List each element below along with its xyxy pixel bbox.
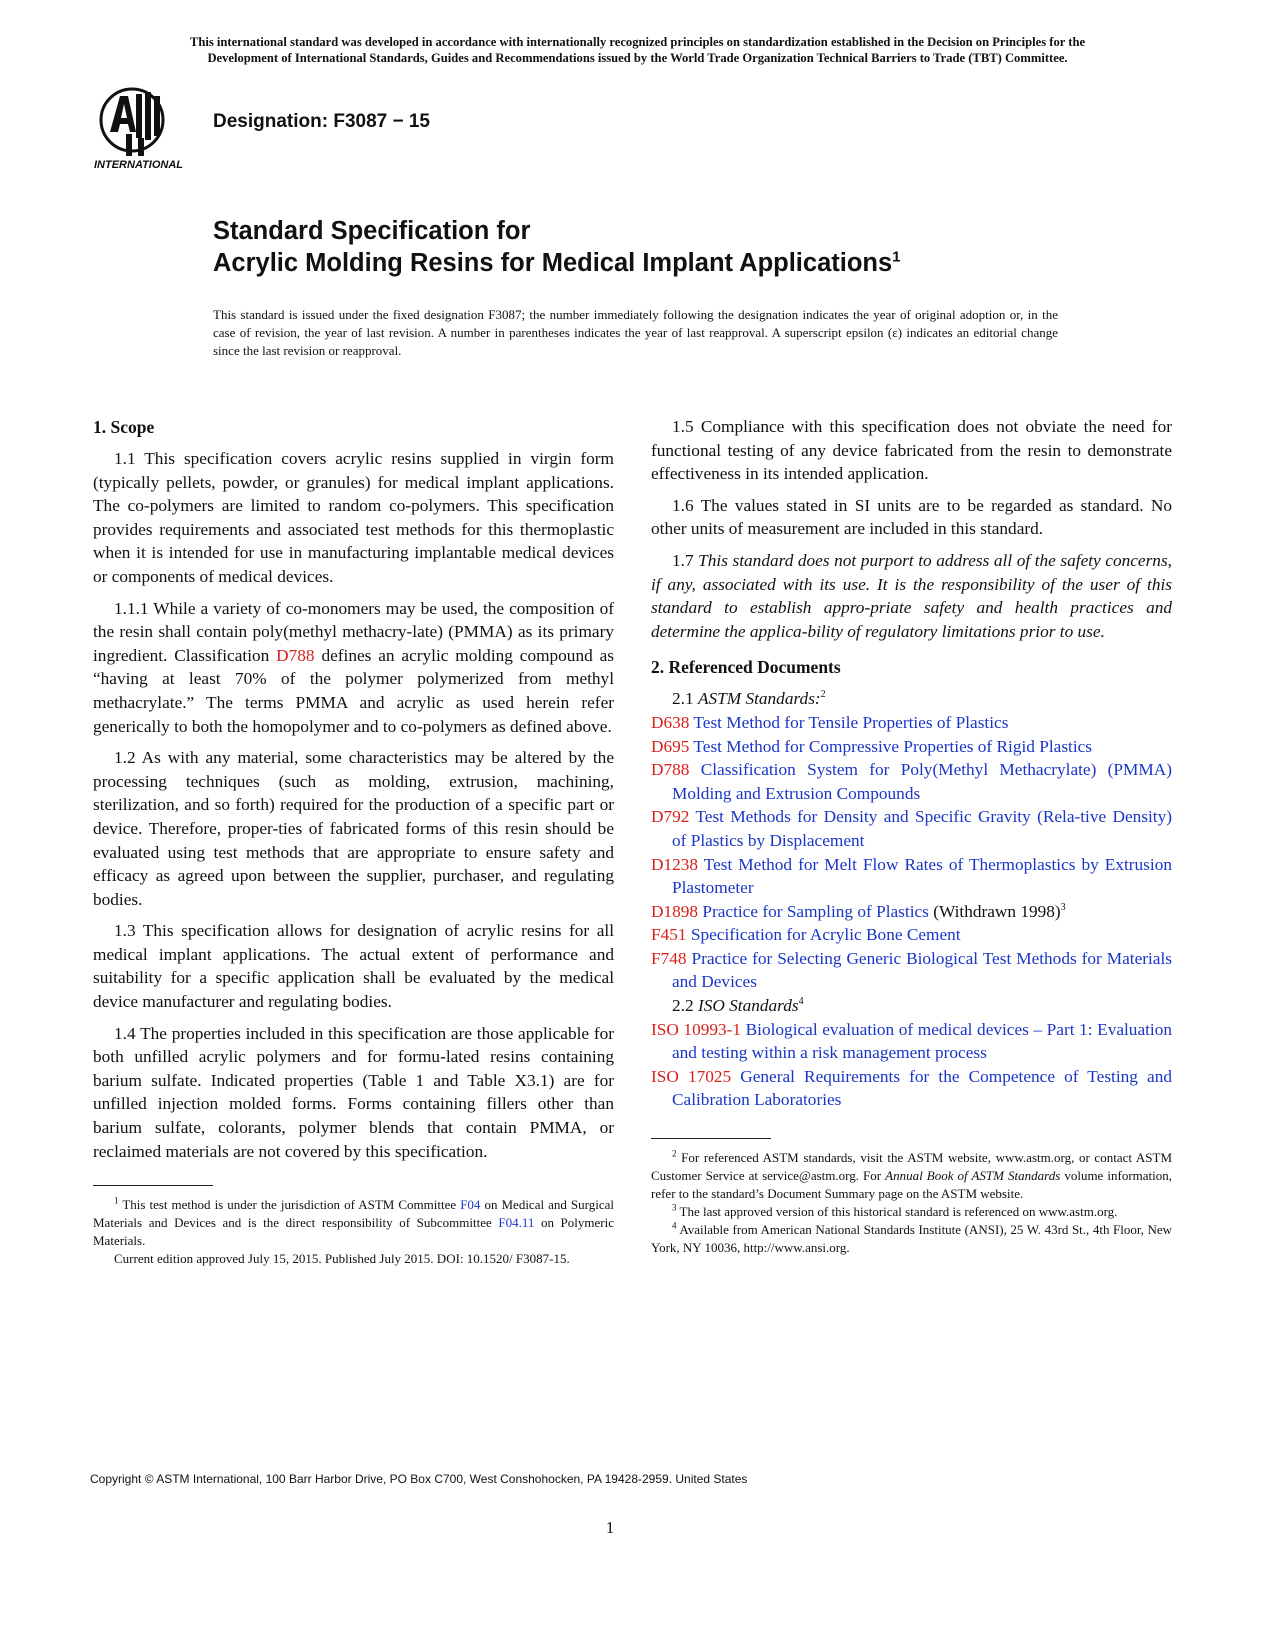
para-1-7	[651, 549, 1172, 643]
reference-title-link[interactable]: Test Methods for Density and Specific Gravity (Rela-tive Density) of Plastics by Displacement	[672, 807, 1173, 850]
reference-code-link[interactable]: D792	[651, 807, 690, 827]
para-1-5: 1.5 Compliance with this specification does not obviate the need for functional testing of any device fabricated from the resin to demonstrate effectiveness in its intended application.	[651, 417, 1172, 484]
para-1-7-text: This standard does not purport to address all of the safety concerns, if any, associated with its use. It is the responsibility of the user of this standard to establish appro-priate safety and health practices and determine the applica-bility of regulatory limitations prior to use.	[651, 550, 1172, 641]
reference-item	[651, 758, 1172, 805]
d788-link[interactable]: D788	[276, 645, 315, 665]
footnote-4-mark: 4	[672, 1220, 677, 1231]
reference-item	[651, 853, 1172, 900]
reference-code-link[interactable]: D788	[651, 760, 690, 780]
f04-link[interactable]: F04	[460, 1197, 481, 1213]
para-1-7-number: 1.7	[672, 550, 699, 570]
reference-title-link[interactable]: Specification for Acrylic Bone Cement	[690, 925, 961, 945]
tbt-notice	[90, 34, 1185, 66]
footnote-divider	[93, 1185, 213, 1186]
reference-item	[651, 900, 1172, 924]
astm-standards-footnote-mark: 2	[820, 689, 826, 701]
right-column	[651, 415, 1172, 1257]
iso-standards-footnote-mark: 4	[798, 996, 804, 1008]
footnote-3-mark: 3	[672, 1202, 677, 1213]
reference-item	[651, 711, 1172, 735]
notice-line-2: Development of International Standards, Guides and Recommendations issued by the World Trade Organization Technical Barriers to Trade (TBT) Committee.	[207, 51, 1068, 65]
para-1-2: 1.2 As with any material, some characteristics may be altered by the processing techniques (such as molding, extrusion, machining, sterilization, and so forth) required for the production of a specific part or device. Therefore, proper-ties of fabricated forms of this resin should be evaluated using test methods that are appropriate to ensure safety and efficacy as agreed upon between the supplier, purchaser, and regulating bodies.	[93, 748, 614, 909]
para-1-1: 1.1 This specification covers acrylic resins supplied in virgin form (typically pellets, powder, or granules) for medical implant applications. The co-polymers are limited to random co-polymers. This specification provides requirements and associated test methods for this thermoplastic when it is intended for use in manufacturing implantable medical devices or components of medical devices.	[93, 449, 614, 586]
footnote-3-text: The last approved version of this historical standard is referenced on www.astm.org.	[679, 1204, 1118, 1220]
footnote-4-text: Available from American National Standards Institute (ANSI), 25 W. 43rd St., 4th Floor, New York, NY 10036, http://www.ansi.org.	[651, 1222, 1172, 1256]
reference-code-link[interactable]: F451	[651, 925, 687, 945]
para-1-3: 1.3 This specification allows for designation of acrylic resins for all medical implant applications. The actual extent of performance and suitability for a specific application shall be evaluated by the medical device manufacturer and regulating bodies.	[93, 921, 614, 1012]
astm-reference-list	[651, 711, 1172, 994]
reference-footnote-mark: 3	[1060, 901, 1066, 913]
footnote-1-mark: 1	[114, 1195, 119, 1206]
reference-title-link[interactable]: Classification System for Poly(Methyl Methacrylate) (PMMA) Molding and Extrusion Compounds	[672, 760, 1172, 803]
iso-standards-text: ISO Standards	[697, 996, 799, 1016]
reference-title-link[interactable]: Practice for Sampling of Plastics	[702, 901, 929, 921]
astm-standards-number: 2.1	[672, 689, 694, 709]
para-1-4: 1.4 The properties included in this specification are those applicable for both unfilled acrylic polymers and for formu-lated resins containing barium sulfate. Indicated properties (Table 1 and Table X3.1) are for unfilled injection molded forms. Forms containing fillers other than barium sulfate, colorants, polymer blends that contain PMMA, or reclaimed materials are not covered by this specification.	[93, 1023, 614, 1161]
footnote-1-text-a: This test method is under the jurisdiction of ASTM Committee	[122, 1197, 461, 1213]
para-1-1-1	[93, 597, 614, 739]
footnote-1-edition: Current edition approved July 15, 2015. Published July 2015. DOI: 10.1520/ F3087-15.	[114, 1251, 570, 1267]
left-column	[93, 415, 614, 1268]
footnote-2	[651, 1149, 1172, 1203]
footnote-1	[93, 1196, 614, 1250]
notice-line-1: This international standard was developed in accordance with internationally recognized principles on standardization established in the Decision on Principles for the	[189, 35, 1086, 49]
reference-code-link[interactable]: ISO 17025	[651, 1066, 732, 1086]
reference-item	[651, 1018, 1172, 1065]
footnote-2-italic: Annual Book of ASTM Standards	[885, 1168, 1061, 1184]
reference-title-link[interactable]: Test Method for Tensile Properties of Plastics	[693, 712, 1009, 732]
title-line-2-text: Acrylic Molding Resins for Medical Implant Applications	[213, 249, 893, 277]
reference-code-link[interactable]: F748	[651, 948, 687, 968]
title-line-1: Standard Specification for	[213, 217, 531, 245]
iso-standards-label	[651, 994, 1172, 1018]
reference-item	[651, 805, 1172, 852]
footnote-divider-right	[651, 1138, 771, 1139]
footnote-1-text-b: on Medical and Surgical Materials and Devices and is the direct responsibility of Subcommittee	[93, 1197, 615, 1231]
reference-item	[651, 923, 1172, 947]
astm-standards-label	[651, 687, 1172, 711]
astm-logo	[90, 82, 192, 172]
reference-code-link[interactable]: D638	[651, 712, 690, 732]
issuance-note: This standard is issued under the fixed designation F3087; the number immediately following the designation indicates the year of original adoption or, in the case of revision, the year of last revision. A number in parentheses indicates the year of last reapproval. A superscript epsilon (ε) indicates an editorial change since the last revision or reapproval.	[213, 307, 1058, 358]
f04-11-link[interactable]: F04.11	[498, 1215, 535, 1231]
iso-reference-list	[651, 1018, 1172, 1112]
footnote-1-text-c: on Polymeric Materials.	[93, 1215, 614, 1249]
section-scope-heading: 1. Scope	[93, 417, 155, 437]
reference-item	[651, 1065, 1172, 1112]
reference-item	[651, 947, 1172, 994]
title-line-2	[213, 247, 901, 279]
footnote-2-text-a: For referenced ASTM standards, visit the ASTM website, www.astm.org, or contact ASTM Customer Service at service@astm.org. For	[651, 1150, 1173, 1184]
para-1-6: 1.6 The values stated in SI units are to be regarded as standard. No other units of measurement are included in this standard.	[651, 495, 1172, 539]
iso-standards-number: 2.2	[672, 996, 694, 1016]
title-footnote-mark: 1	[892, 248, 901, 266]
reference-code-link[interactable]: D695	[651, 736, 690, 756]
logo-international-text: INTERNATIONAL	[94, 159, 184, 171]
footnote-4	[651, 1221, 1172, 1257]
astm-logo-icon	[90, 82, 192, 172]
footnote-2-mark: 2	[672, 1148, 677, 1159]
reference-title-link[interactable]: General Requirements for the Competence of Testing and Calibration Laboratories	[672, 1066, 1172, 1110]
footnote-3	[651, 1203, 1172, 1221]
reference-title-link[interactable]: Test Method for Melt Flow Rates of Thermoplastics by Extrusion Plastometer	[672, 854, 1172, 898]
copyright-notice: Copyright © ASTM International, 100 Barr Harbor Drive, PO Box C700, West Conshohocken, PA 19428-2959. United States	[90, 1472, 748, 1486]
footnote-2-text-b: volume information, refer to the standard’s Document Summary page on the ASTM website.	[651, 1168, 1173, 1202]
astm-standards-text: ASTM Standards:	[697, 689, 821, 709]
section-references-heading: 2. Referenced Documents	[651, 657, 841, 678]
reference-item	[651, 735, 1172, 759]
document-title	[213, 215, 901, 279]
reference-title-link[interactable]: Biological evaluation of medical devices – Part 1: Evaluation and testing within a risk management process	[672, 1019, 1173, 1063]
page-number: 1	[605, 1518, 615, 1537]
reference-code-link[interactable]: ISO 10993-1	[651, 1019, 742, 1039]
reference-code-link[interactable]: D1238	[651, 854, 699, 874]
reference-title-link[interactable]: Practice for Selecting Generic Biological Test Methods for Materials and Devices	[672, 948, 1172, 992]
reference-code-link[interactable]: D1898	[651, 901, 699, 921]
designation: Designation: F3087 − 15	[213, 111, 430, 132]
reference-note: (Withdrawn 1998)	[928, 901, 1061, 921]
para-1-1-1-text-a: 1.1.1 While a variety of co-monomers may be used, the composition of the resin shall contain poly(methyl methacry-late) (PMMA) as its primary ingredient. Classification	[93, 598, 614, 665]
reference-title-link[interactable]: Test Method for Compressive Properties of Rigid Plastics	[693, 736, 1093, 756]
para-1-1-1-text-b: defines an acrylic molding compound as “having at least 70% of the polymer polymerized from methyl methacrylate.” The terms PMMA and acrylic as used herein refer generically to both the homopolymer and to co-polymers as defined above.	[93, 645, 614, 736]
